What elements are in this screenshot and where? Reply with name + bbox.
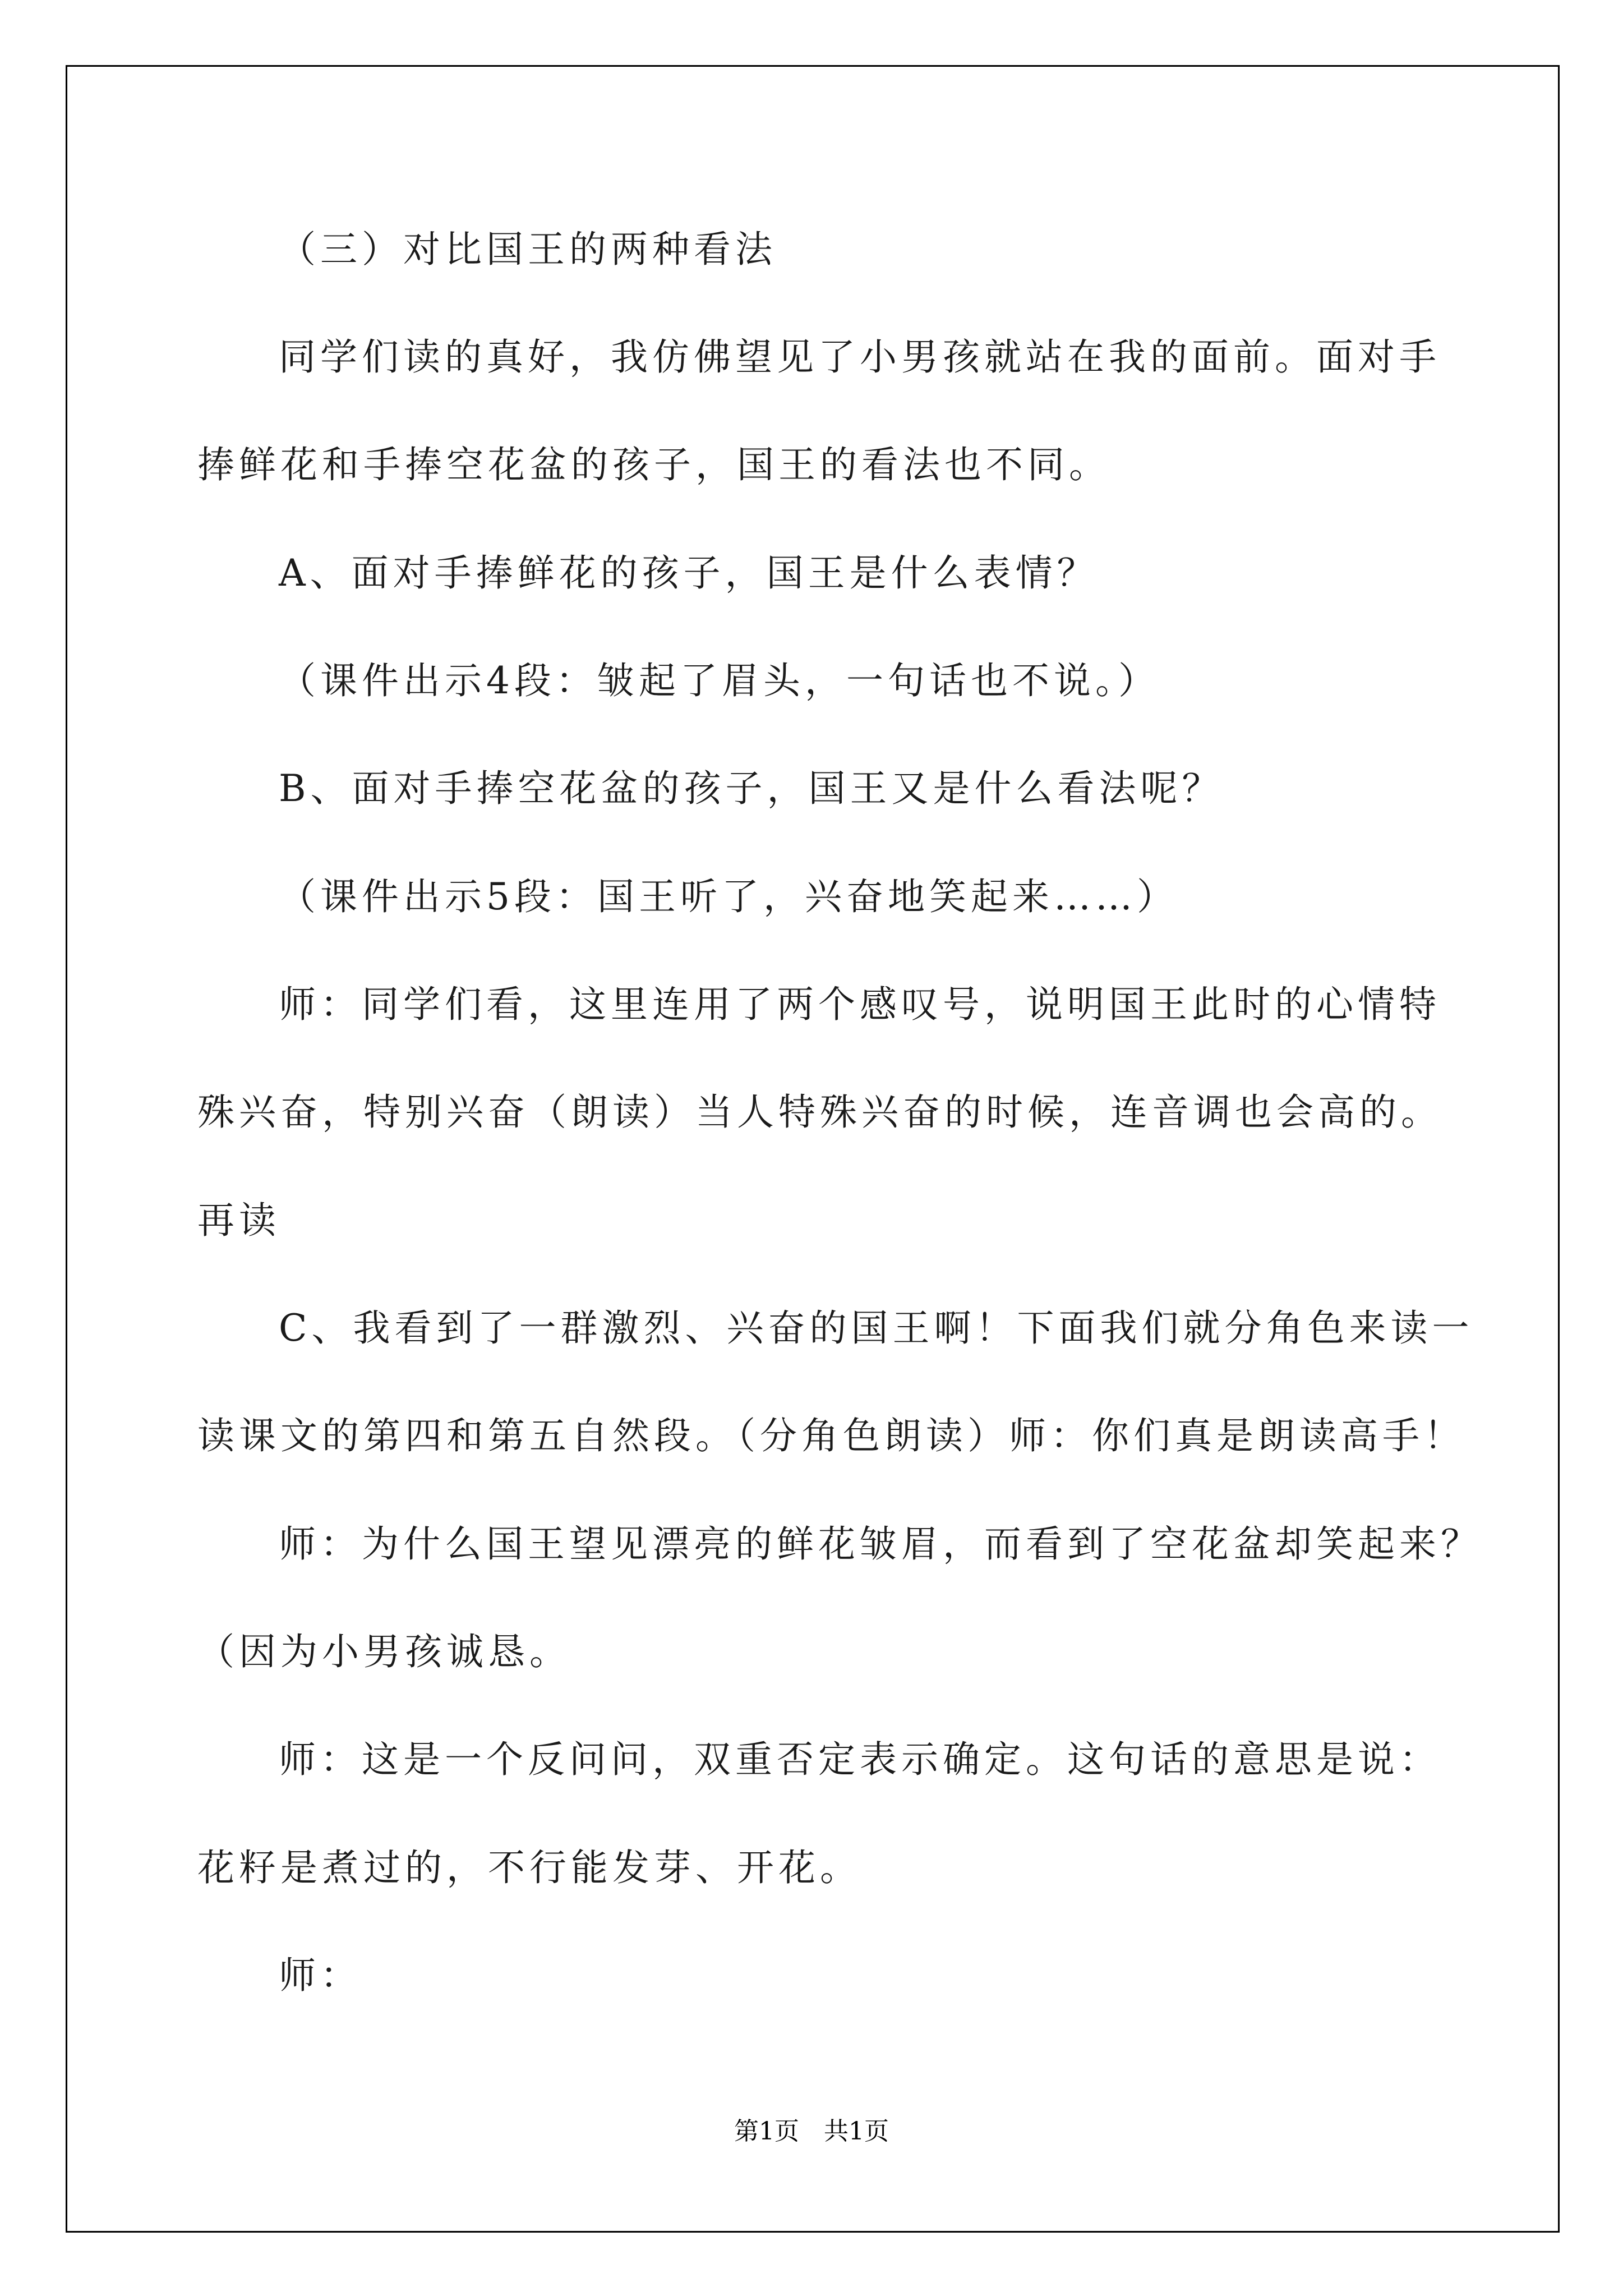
paragraph-line: A、面对手捧鲜花的孩子，国王是什么表情？ bbox=[279, 551, 1099, 595]
page-border bbox=[66, 65, 1560, 2233]
paragraph-line: 同学们读的真好，我仿佛望见了小男孩就站在我的面前。面对手 bbox=[279, 335, 1441, 379]
paragraph-line: 殊兴奋，特别兴奋（朗读）当人特殊兴奋的时候，连音调也会高的。 bbox=[197, 1091, 1442, 1134]
paragraph-line: 读课文的第四和第五自然段。（分角色朗读）师：你们真是朗读高手！ bbox=[197, 1414, 1465, 1457]
paragraph-line: 师：这是一个反问问，双重否定表示确定。这句话的意思是说： bbox=[279, 1738, 1441, 1781]
paragraph-line: （课件出示5段：国王听了，兴奋地笑起来……） bbox=[279, 875, 1178, 918]
section-heading: （三）对比国王的两种看法 bbox=[279, 228, 777, 271]
paragraph-line: （课件出示4段：皱起了眉头，一句话也不说。） bbox=[279, 659, 1160, 702]
paragraph-line: 捧鲜花和手捧空花盆的孩子，国王的看法也不同。 bbox=[197, 443, 1110, 486]
paragraph-line: 师：为什么国王望见漂亮的鲜花皱眉，而看到了空花盆却笑起来？ bbox=[279, 1522, 1482, 1566]
paragraph-line: 师：同学们看，这里连用了两个感叹号，说明国王此时的心情特 bbox=[279, 983, 1441, 1026]
paragraph-line: 师： bbox=[279, 1954, 362, 1997]
paragraph-line: B、面对手捧空花盆的孩子，国王又是什么看法呢？ bbox=[279, 767, 1224, 810]
paragraph-line: 花籽是煮过的，不行能发芽、开花。 bbox=[197, 1846, 861, 1889]
paragraph-line: C、我看到了一群激烈、兴奋的国王啊！下面我们就分角色来读一 bbox=[279, 1306, 1474, 1350]
paragraph-line: （因为小男孩诚恳。 bbox=[197, 1630, 571, 1673]
paragraph-line: 再读 bbox=[197, 1199, 280, 1242]
page-number-footer: 第1页 共1页 bbox=[734, 2117, 889, 2146]
